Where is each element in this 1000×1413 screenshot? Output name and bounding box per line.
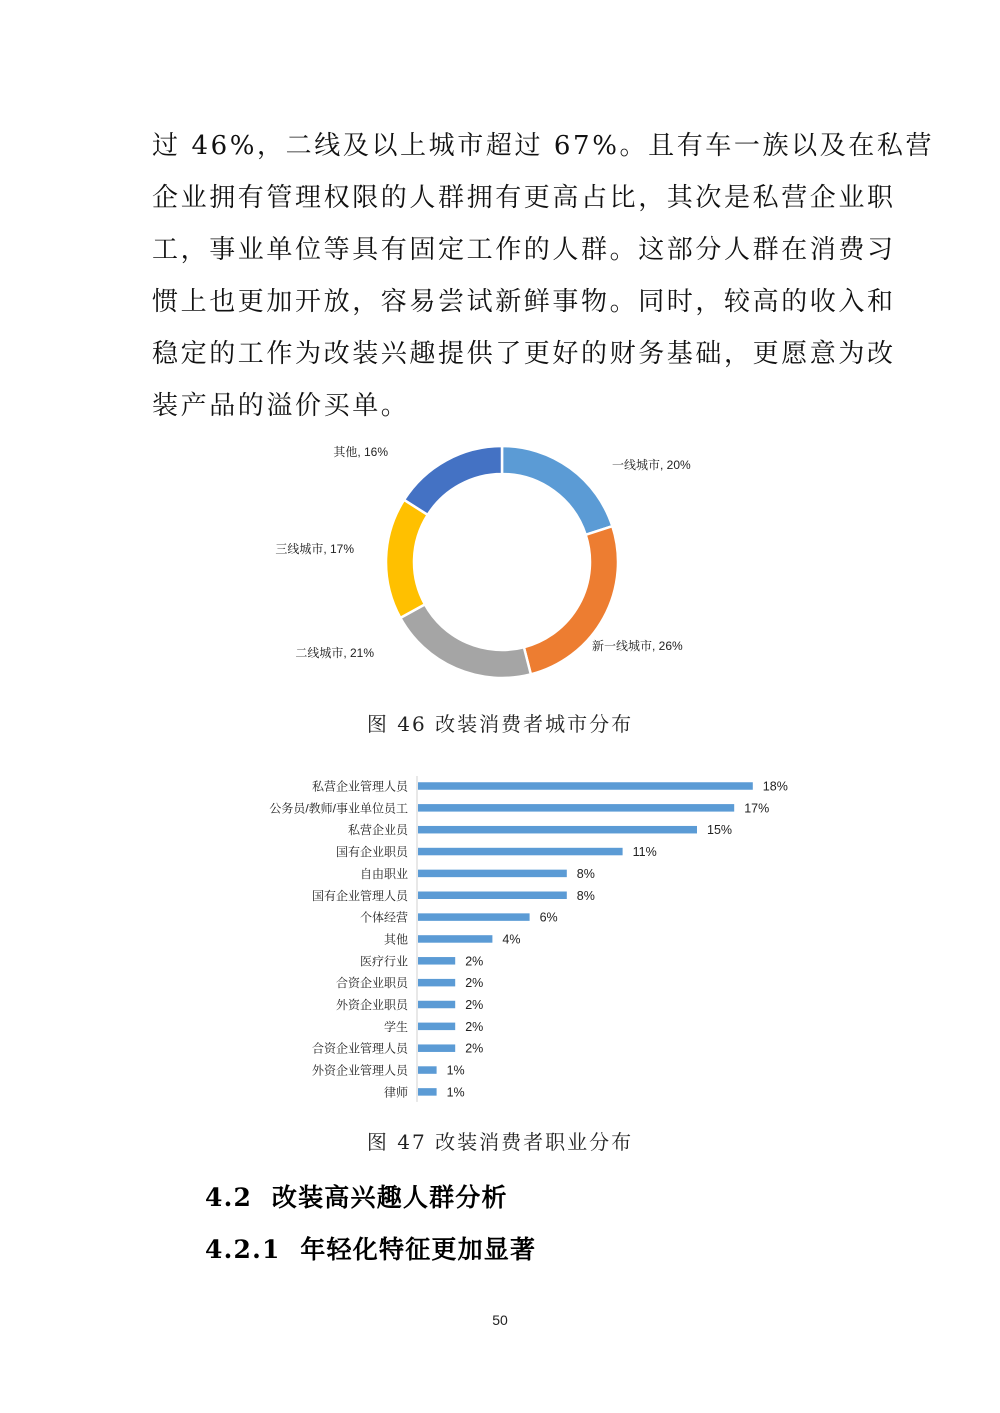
donut-slice-label: 三线城市, 17%: [275, 542, 354, 556]
figure-47-caption: 图 47 改装消费者职业分布: [366, 1130, 634, 1154]
bar-category-label: 国有企业职员: [335, 845, 408, 860]
bar: [418, 804, 734, 812]
bar-category-label: 合资企业管理人员: [311, 1041, 408, 1056]
bar-category-label: 学生: [383, 1019, 408, 1034]
bar-category-label: 外资企业管理人员: [311, 1063, 408, 1078]
bar-value-label: 1%: [446, 1085, 465, 1100]
bar-value-label: 8%: [576, 888, 595, 903]
donut-slice: [400, 604, 530, 678]
bar-value-label: 1%: [446, 1063, 465, 1078]
paragraph-line: 惯上也更加开放，容易尝试新鲜事物。同时，较高的收入和: [152, 287, 896, 317]
donut-slice: [404, 446, 502, 515]
bar-category-label: 医疗行业: [359, 954, 408, 969]
bar-category-label: 律师: [383, 1085, 408, 1100]
bar-value-label: 15%: [707, 823, 733, 838]
paragraph-line: 稳定的工作为改装兴趣提供了更好的财务基础，更愿意为改: [152, 339, 896, 369]
bar-value-label: 2%: [465, 954, 484, 969]
bar-value-label: 2%: [465, 998, 484, 1012]
bar: [418, 935, 492, 943]
bar: [418, 913, 530, 921]
bar: [418, 1044, 455, 1052]
bar: [418, 892, 567, 900]
donut-slice: [386, 500, 428, 618]
bar-category-label: 个体经营: [359, 910, 408, 925]
paragraph-line: 过 46%，二线及以上城市超过 67%。且有车一族以及在私营: [152, 131, 935, 161]
bar: [418, 870, 567, 878]
bar-value-label: 18%: [762, 779, 788, 794]
city-distribution-donut-chart: [250, 435, 750, 690]
bar-category-label: 自由职业: [359, 866, 408, 881]
section-heading: 4.2 改装高兴趣人群分析: [205, 1183, 508, 1212]
figure-46-caption: 图 46 改装消费者城市分布: [366, 712, 634, 736]
bar-category-label: 公务员/教师/事业单位员工: [269, 801, 408, 816]
page-number: 50: [492, 1312, 508, 1328]
bar-category-label: 合资企业职员: [335, 976, 408, 991]
bar: [418, 1023, 455, 1031]
bar-value-label: 11%: [632, 845, 657, 860]
bar-category-label: 外资企业职员: [335, 998, 408, 1012]
bar-value-label: 8%: [576, 866, 595, 881]
donut-slice: [502, 446, 612, 535]
bar-value-label: 4%: [502, 932, 521, 947]
donut-slice-label: 其他, 16%: [333, 445, 388, 459]
paragraph-line: 企业拥有管理权限的人群拥有更高占比，其次是私营企业职: [152, 183, 896, 213]
bar-category-label: 其他: [383, 932, 408, 947]
donut-slice-label: 一线城市, 20%: [612, 458, 691, 472]
paragraph-line: 装产品的溢价买单。: [152, 391, 410, 421]
body-paragraph: [152, 120, 935, 432]
paragraph-line: 工，事业单位等具有固定工作的人群。这部分人群在消费习: [152, 235, 896, 265]
bar-category-label: 私营企业管理人员: [311, 779, 408, 794]
occupation-distribution-bar-chart: [200, 770, 840, 1110]
bar-value-label: 6%: [539, 910, 558, 925]
bar: [418, 1001, 455, 1009]
subsection-heading: 4.2.1 年轻化特征更加显著: [205, 1235, 537, 1264]
bar-value-label: 2%: [465, 1019, 484, 1034]
bar-value-label: 17%: [744, 801, 770, 816]
bar: [418, 1088, 437, 1096]
bar: [418, 826, 697, 834]
bar: [418, 782, 753, 790]
bar: [418, 848, 623, 856]
bar: [418, 1066, 437, 1074]
bar-value-label: 2%: [465, 976, 484, 991]
bar-category-label: 私营企业员: [347, 823, 408, 838]
donut-slice-label: 二线城市, 21%: [295, 646, 374, 660]
bar-category-label: 国有企业管理人员: [311, 888, 408, 903]
bar: [418, 957, 455, 965]
bar-value-label: 2%: [465, 1041, 484, 1056]
donut-slice-label: 新一线城市, 26%: [592, 639, 683, 653]
bar: [418, 979, 455, 987]
